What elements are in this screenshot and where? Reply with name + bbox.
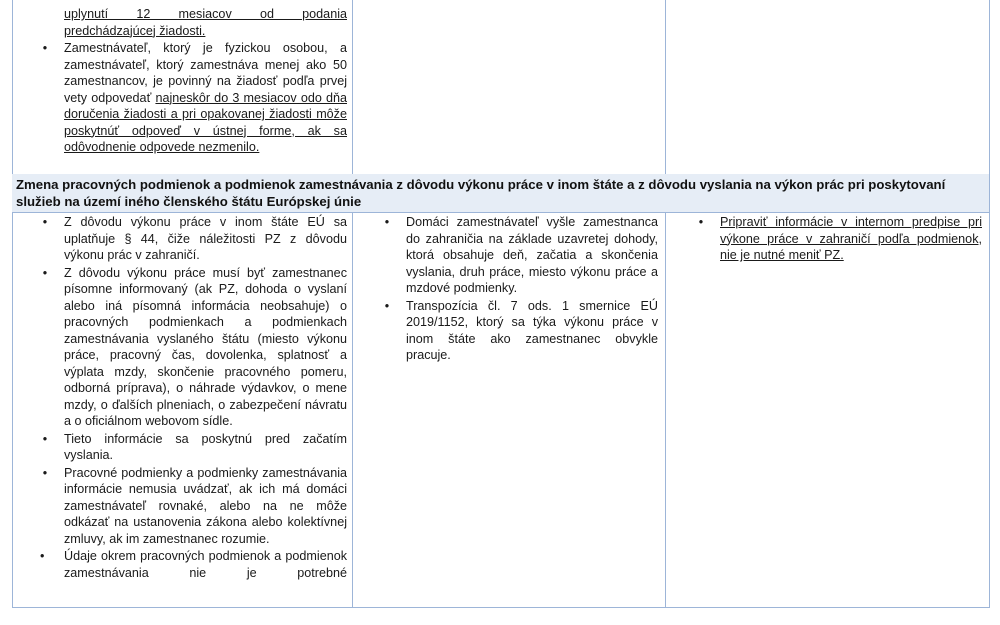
continued-line-1: uplynutí 12 mesiacov od podania bbox=[64, 7, 347, 21]
item-text: Z dôvodu výkonu práce musí byť zamestnanec písomne informovaný (ak PZ, dohoda o vyslaní alebo iná písomná informácia neobsahuje) o pracovných podmienkach a podmienkach zamestnávania vyslaného štátu (miesto výkonu práce, pracovný čas, dovolenka, splatnosť a výplata mzdy, skončenie pracovného pomeru, odborná príprava), o náhrade výdavkov, o mene mzdy, o ďalších plneniach, o zabezpečení návratu a o oficiálnom webovom sídle. bbox=[64, 265, 347, 428]
table-border-col1 bbox=[352, 0, 353, 174]
col3-cell bbox=[698, 214, 982, 265]
list-item bbox=[42, 465, 347, 548]
bullet-icon: • bbox=[384, 215, 390, 229]
bullet-icon: • bbox=[384, 298, 390, 313]
section-header: Zmena pracovných podmienok a podmienok zamestnávania z dôvodu výkonu práce v inom štáte a z dôvodu vyslania na výkon prác pri poskytovaní služieb na území iného členského štátu Európskej únie bbox=[16, 177, 946, 209]
col3-list bbox=[698, 214, 982, 264]
bullet-icon: • bbox=[40, 549, 45, 563]
item-text: Pracovné podmienky a podmienky zamestnávania informácie nemusia uvádzať, ak ich má domáci zamestnávateľ rovnaké, alebo na ne môže odkázať na ustanovenia zákona alebo kolektívnej zmluvy, ak im zamestnanec rozumie. bbox=[64, 465, 347, 546]
bullet-icon: • bbox=[42, 431, 48, 446]
item-text: Transpozícia čl. 7 ods. 1 smernice EÚ 2019/1152, ktorý sa týka výkonu práce v inom štáte ako zamestnanec obvykle pracuje. bbox=[406, 298, 658, 362]
table-border-bottom bbox=[12, 607, 990, 608]
item-text: Domáci zamestnávateľ vyšle zamestnanca do zahraničia na základe uzavretej dohody, ktorá obsahuje deň, začatia a skončenia vyslania, druh práce, miesto výkonu práce a mzdové podmienky. bbox=[406, 215, 658, 295]
bullet-icon: • bbox=[42, 265, 48, 280]
list-item bbox=[64, 6, 347, 39]
table-border-left bbox=[12, 0, 13, 608]
bullet-icon: • bbox=[698, 215, 704, 229]
item-text: Pripraviť informácie v internom predpise pri výkone práce v zahraničí podľa podmienok, nie je nutné meniť PZ. bbox=[720, 215, 982, 262]
list-item bbox=[42, 265, 347, 430]
list-item bbox=[42, 40, 347, 156]
item-text-underlined: najneskôr do 3 mesiacov odo dňa doručenia žiadosti a pri opakovanej žiadosti môže poskytnúť odpoveď v ústnej forme, ak sa odôvodnenie odpovede nezmenilo. bbox=[64, 90, 347, 154]
list-item bbox=[384, 298, 658, 364]
item-text: Z dôvodu výkonu práce v inom štáte EÚ sa uplatňuje § 44, čiže náležitosti PZ z dôvodu výkonu prác v zahraničí. bbox=[64, 215, 347, 262]
item-text: Údaje okrem pracovných podmienok a podmienok zamestnávania nie je potrebné bbox=[64, 549, 347, 580]
list-item bbox=[384, 214, 658, 297]
col2-list bbox=[384, 214, 658, 364]
col1-cell bbox=[40, 214, 347, 606]
item-text: Tieto informácie sa poskytnú pred začatím vyslania. bbox=[64, 431, 347, 462]
top-list bbox=[42, 6, 347, 156]
list-item bbox=[42, 431, 347, 464]
table-border-col2 bbox=[665, 0, 666, 174]
table-border-right bbox=[989, 0, 990, 608]
item-text: Zamestnávateľ, ktorý je fyzickou osobou, a zamestnávateľ, ktorý zamestnáva menej ako 50 zamestnancov, je povinný na žiadosť podľa prvej vety odpovedať bbox=[64, 41, 347, 105]
bullet-icon: • bbox=[42, 41, 48, 55]
list-item bbox=[42, 214, 347, 264]
bullet-icon: • bbox=[42, 215, 48, 229]
list-item bbox=[698, 214, 982, 264]
col1-list bbox=[40, 214, 347, 581]
table-border-col2b bbox=[665, 212, 666, 608]
list-item bbox=[40, 548, 347, 581]
continued-line-2: predchádzajúcej žiadosti. bbox=[64, 23, 206, 38]
top-cell-col1 bbox=[42, 6, 347, 157]
bullet-icon: • bbox=[42, 465, 48, 480]
table-border-col1b bbox=[352, 212, 353, 608]
table-border-row2 bbox=[12, 212, 990, 213]
col2-cell bbox=[384, 214, 658, 365]
